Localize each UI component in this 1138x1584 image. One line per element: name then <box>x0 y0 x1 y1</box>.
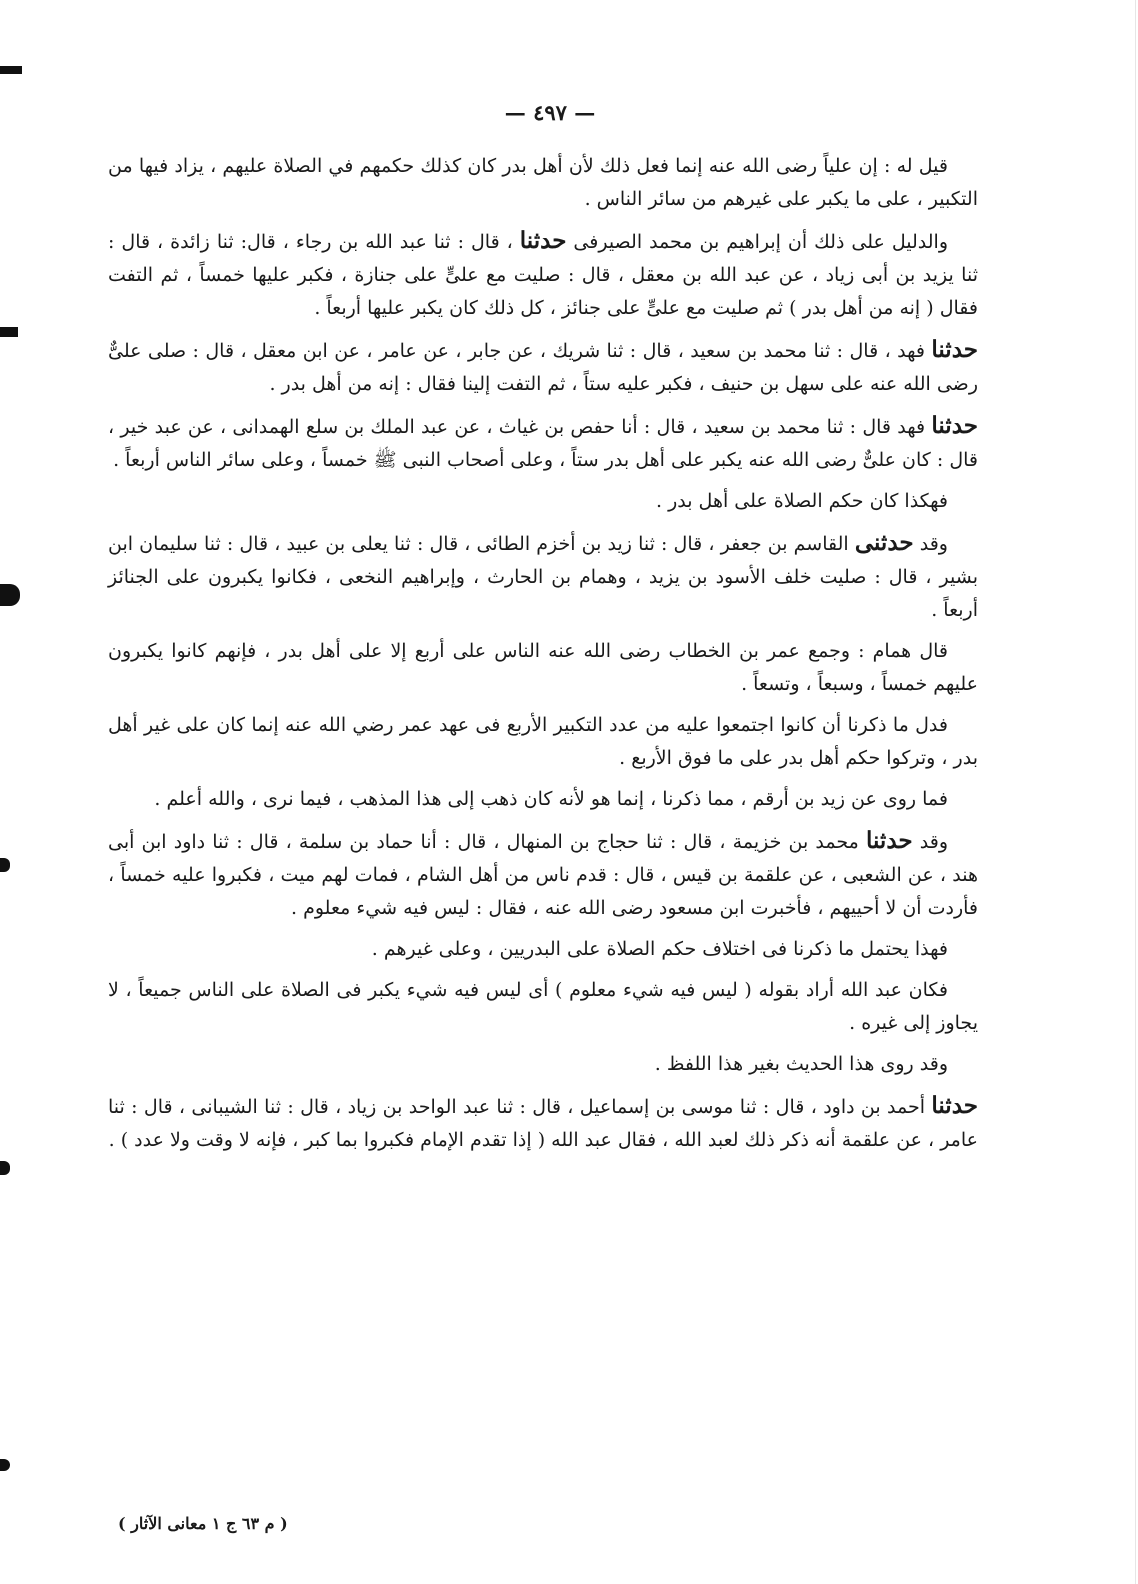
margin-mark <box>0 1161 10 1175</box>
paragraph-text: فهد ، قال : ثنا محمد بن سعيد ، قال : ثنا شريك ، عن جابر ، عن عامر ، عن ابن معقل ، قال : صلى علىٌّ رضى الله عنه على سهل بن حنيف ، فكبر عليه ستاً ، ثم التفت إلينا فقال : إنه من أهل بدر . <box>108 340 978 395</box>
hadith-keyword: حدثنا <box>931 336 978 363</box>
margin-mark <box>0 584 20 606</box>
margin-mark <box>0 327 18 337</box>
paragraph <box>108 1048 978 1081</box>
paragraph-text: فهد قال : ثنا محمد بن سعيد ، قال : أنا حفص بن غياث ، عن عبد الملك بن سلع الهمدانى ، عن عبد خير ، قال : كان علىٌّ رضى الله عنه يكبر على أهل بدر ستاً ، وعلى أصحاب النبى ﷺ خمساً ، وعلى سائر الناس أربعاً . <box>108 416 978 471</box>
paragraph <box>108 224 978 325</box>
footer-signature: ( م ٦٣ ج ١ معانى الآثار ) <box>118 1514 288 1533</box>
hadith-keyword: حدثنا <box>519 227 567 254</box>
paragraph-text: وقد روى هذا الحديث بغير هذا اللفظ . <box>654 1053 948 1075</box>
body-text <box>108 150 978 1165</box>
paragraph-text: والدليل على ذلك أن إبراهيم بن محمد الصيرفى <box>566 231 948 253</box>
paragraph <box>108 150 978 216</box>
paragraph <box>108 824 978 925</box>
paragraph-text: فهكذا كان حكم الصلاة على أهل بدر . <box>656 490 948 512</box>
margin-mark <box>0 66 22 74</box>
paragraph-text: ، قال : ثنا عبد الله بن رجاء ، قال: ثنا زائدة ، قال : ثنا يزيد بن أبى زياد ، عن عبد الله بن معقل ، قال : صليت مع علىٍّ على جنازة ، فكبر عليها خمساً ، ثم التفت فقال ( إنه من أهل بدر ) ثم صليت مع علىٍّ على جنائز ، كل ذلك كان يكبر عليها أربعاً . <box>108 231 978 319</box>
paragraph-text: قيل له : إن علياً رضى الله عنه إنما فعل ذلك لأن أهل بدر كان كذلك حكمهم في الصلاة عليهم ، يزاد فيها من التكبير ، على ما يكبر على غيرهم من سائر الناس . <box>108 155 978 210</box>
paragraph-text: وقد <box>912 831 948 853</box>
paragraph-text: فكان عبد الله أراد بقوله ( ليس فيه شيء معلوم ) أى ليس فيه شيء يكبر فى الصلاة على الناس جميعاً ، لا يجاوز إلى غيره . <box>108 979 978 1034</box>
paragraph <box>108 635 978 701</box>
paragraph-text: أحمد بن داود ، قال : ثنا موسى بن إسماعيل ، قال : ثنا عبد الواحد بن زياد ، قال : ثنا الشيبانى ، قال : ثنا عامر ، عن علقمة أنه ذكر ذلك لعبد الله ، فقال عبد الله ( إذا تقدم الإمام فكبروا بما كبر ، فإنه لا وقت ولا عدد ) . <box>108 1096 978 1151</box>
hadith-keyword: حدثنا <box>931 1092 978 1119</box>
paragraph-text: فما روى عن زيد بن أرقم ، مما ذكرنا ، إنما هو لأنه كان ذهب إلى هذا المذهب ، فيما نرى ، والله أعلم . <box>154 788 948 810</box>
margin-mark <box>0 1459 10 1471</box>
hadith-keyword: حدثنا <box>865 827 913 854</box>
hadith-keyword: حدثنى <box>854 529 914 556</box>
paragraph <box>108 783 978 816</box>
paragraph <box>108 485 978 518</box>
paragraph-text: القاسم بن جعفر ، قال : ثنا زيد بن أخزم الطائى ، قال : ثنا يعلى بن عبيد ، قال : ثنا سليمان ابن بشير ، قال : صليت خلف الأسود بن يزيد ، وهمام بن الحارث ، وإبراهيم النخعى ، فكانوا يكبرون على الجنائز أربعاً . <box>108 533 978 621</box>
margin-mark <box>0 858 10 872</box>
paragraph <box>108 709 978 775</box>
paragraph-text: وقد <box>913 533 948 555</box>
paragraph <box>108 933 978 966</box>
page-edge-line <box>1135 0 1136 1584</box>
page-number: — ٤٩٧ — <box>504 100 596 125</box>
paragraph-text: قال همام : وجمع عمر بن الخطاب رضى الله عنه الناس على أربع إلا على أهل بدر ، فإنهم كانوا يكبرون عليهم خمساً ، وسبعاً ، وتسعاً . <box>108 640 978 695</box>
paragraph <box>108 974 978 1040</box>
paragraph <box>108 409 978 477</box>
hadith-keyword: حدثنا <box>931 412 978 439</box>
paragraph-text: فدل ما ذكرنا أن كانوا اجتمعوا عليه من عدد التكبير الأربع فى عهد عمر رضي الله عنه إنما كان على غير أهل بدر ، وتركوا حكم أهل بدر على ما فوق الأربع . <box>108 714 978 769</box>
paragraph <box>108 1089 978 1157</box>
paragraph-text: محمد بن خزيمة ، قال : ثنا حجاج بن المنهال ، قال : أنا حماد بن سلمة ، قال : ثنا داود ابن أبى هند ، عن الشعبى ، عن علقمة بن قيس ، قال : قدم ناس من أهل الشام ، فمات لهم ميت ، فكبروا عليه خمساً ، فأردت أن لا أحييهم ، فأخبرت ابن مسعود رضى الله عنه ، فقال : ليس فيه شيء معلوم . <box>108 831 978 919</box>
paragraph <box>108 526 978 627</box>
paragraph-text: فهذا يحتمل ما ذكرنا فى اختلاف حكم الصلاة على البدريين ، وعلى غيرهم . <box>371 938 948 960</box>
paragraph <box>108 333 978 401</box>
